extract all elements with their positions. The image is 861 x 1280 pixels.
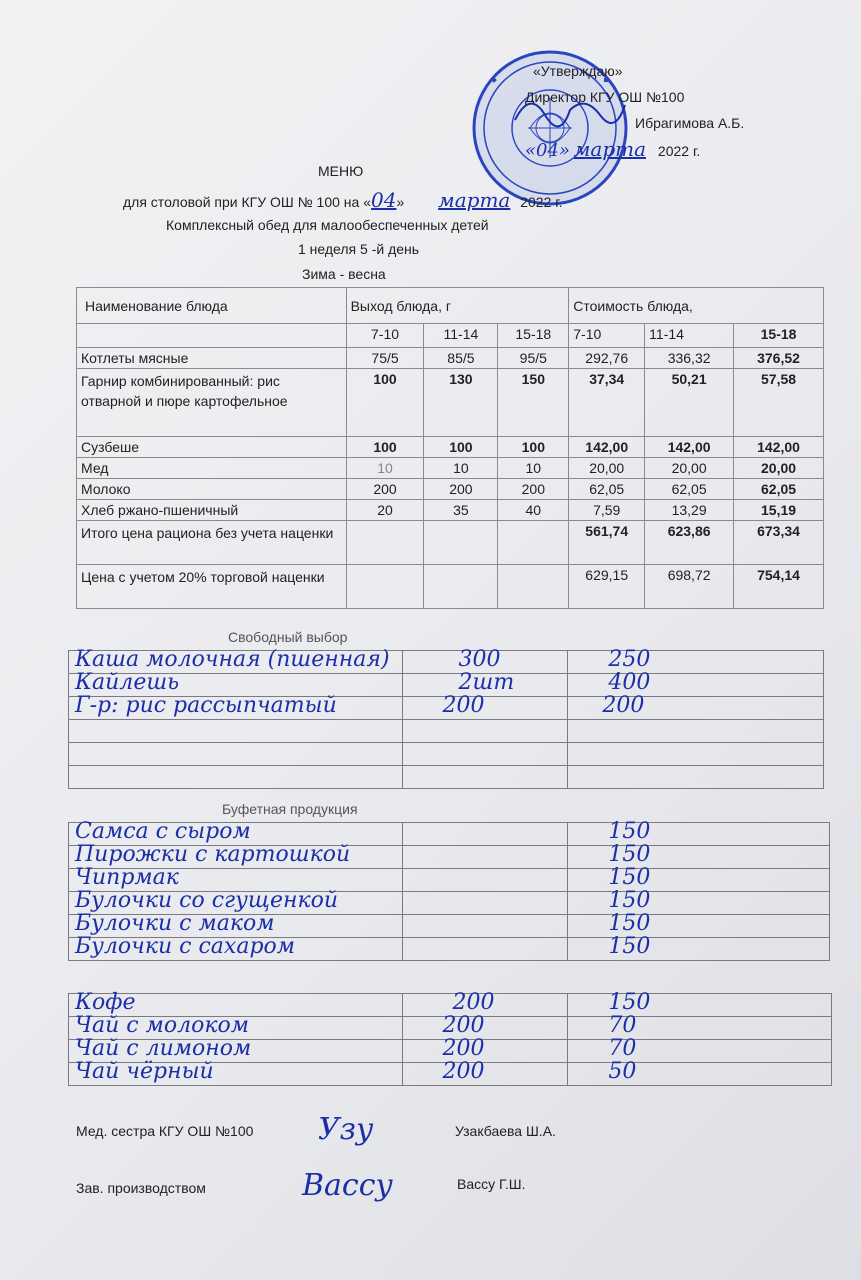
yield-cell: 100 bbox=[346, 437, 424, 458]
markup-cost: 754,14 bbox=[734, 565, 824, 609]
table-row bbox=[77, 348, 824, 369]
cost-cell: 336,32 bbox=[645, 348, 734, 369]
cost-cell: 37,34 bbox=[569, 369, 645, 437]
free-choice-title: Свободный выбор bbox=[228, 629, 348, 645]
yield-cell: 10 bbox=[424, 458, 498, 479]
cost-cell: 57,58 bbox=[734, 369, 824, 437]
col-header-name: Наименование блюда bbox=[77, 288, 347, 324]
buffet-item-name: Чипрмак bbox=[75, 865, 179, 890]
age-header: 15-18 bbox=[734, 324, 824, 348]
cost-cell: 20,00 bbox=[645, 458, 734, 479]
approval-position: Директор КГУ ОШ №100 bbox=[525, 89, 685, 105]
col-header-yield: Выход блюда, г bbox=[346, 288, 569, 324]
buffet-table-1 bbox=[68, 819, 830, 961]
drink-name: Чай чёрный bbox=[75, 1059, 214, 1084]
yield-cell: 150 bbox=[498, 369, 569, 437]
nurse-signature: Узу bbox=[318, 1112, 374, 1147]
buffet-item-name: Самса с сыром bbox=[75, 819, 251, 844]
yield-cell: 85/5 bbox=[424, 348, 498, 369]
menu-date-month: марта bbox=[438, 188, 511, 212]
chef-signature: Вассу bbox=[302, 1168, 393, 1203]
total-cost: 673,34 bbox=[734, 521, 824, 565]
menu-table bbox=[76, 287, 824, 609]
yield-cell: 75/5 bbox=[346, 348, 424, 369]
yield-cell: 35 bbox=[424, 500, 498, 521]
total-label: Итого цена рациона без учета наценки bbox=[77, 521, 347, 565]
cost-cell: 20,00 bbox=[569, 458, 645, 479]
cost-cell: 142,00 bbox=[645, 437, 734, 458]
dish-name: Гарнир комбинированный: рис отварной и пюре картофельное bbox=[77, 369, 347, 437]
buffet-item-name: Пирожки с картошкой bbox=[75, 842, 351, 867]
total-row bbox=[77, 521, 824, 565]
dish-name: Молоко bbox=[77, 479, 347, 500]
buffet-title: Буфетная продукция bbox=[222, 801, 358, 817]
director-signature bbox=[510, 85, 630, 135]
table-row bbox=[77, 500, 824, 521]
cost-cell: 292,76 bbox=[569, 348, 645, 369]
cost-cell: 62,05 bbox=[569, 479, 645, 500]
free-dish-yield: 300 bbox=[458, 647, 501, 672]
buffet-item-name: Булочки с сахаром bbox=[75, 934, 296, 959]
drink-price: 70 bbox=[608, 1036, 637, 1061]
free-dish-name: Кайлешь bbox=[75, 670, 180, 695]
free-dish-price: 250 bbox=[608, 647, 651, 672]
cost-cell: 7,59 bbox=[569, 500, 645, 521]
yield-cell: 100 bbox=[498, 437, 569, 458]
markup-row bbox=[77, 565, 824, 609]
age-header: 15-18 bbox=[498, 324, 569, 348]
yield-cell: 10 bbox=[346, 458, 424, 479]
menu-date-quote: » bbox=[396, 194, 405, 210]
cost-cell: 50,21 bbox=[645, 369, 734, 437]
buffet-item-price: 150 bbox=[608, 934, 651, 959]
col-header-cost: Стоимость блюда, bbox=[569, 288, 824, 324]
list-item bbox=[69, 697, 824, 720]
buffet-item-name: Булочки с маком bbox=[75, 911, 275, 936]
buffet-item-price: 150 bbox=[608, 819, 651, 844]
drink-name: Кофе bbox=[75, 990, 136, 1015]
menu-line3: 1 неделя 5 -й день bbox=[298, 241, 420, 257]
dish-name: Сузбеше bbox=[77, 437, 347, 458]
menu-subtitle-prefix: для столовой при КГУ ОШ № 100 на « bbox=[123, 194, 371, 210]
markup-cost: 698,72 bbox=[645, 565, 734, 609]
free-dish-price: 400 bbox=[608, 670, 651, 695]
yield-cell: 10 bbox=[498, 458, 569, 479]
yield-cell: 100 bbox=[346, 369, 424, 437]
menu-season: Зима - весна bbox=[302, 266, 386, 282]
free-dish-yield: 200 bbox=[442, 693, 485, 718]
cost-cell: 376,52 bbox=[734, 348, 824, 369]
yield-cell: 130 bbox=[424, 369, 498, 437]
free-choice-table bbox=[68, 647, 824, 789]
yield-cell: 200 bbox=[424, 479, 498, 500]
buffet-item-price: 150 bbox=[608, 888, 651, 913]
dish-name: Мед bbox=[77, 458, 347, 479]
approval-date-day: «04» bbox=[525, 140, 570, 161]
list-item bbox=[69, 846, 830, 869]
list-item bbox=[69, 651, 824, 674]
table-row bbox=[77, 479, 824, 500]
approval-director-name: Ибрагимова А.Б. bbox=[635, 115, 745, 131]
nurse-name: Узакбаева Ш.А. bbox=[455, 1123, 556, 1139]
markup-label: Цена с учетом 20% торговой наценки bbox=[77, 565, 347, 609]
nurse-label: Мед. сестра КГУ ОШ №100 bbox=[76, 1123, 254, 1139]
list-item bbox=[69, 938, 830, 961]
drink-yield: 200 bbox=[442, 1059, 485, 1084]
yield-cell: 95/5 bbox=[498, 348, 569, 369]
menu-date-year: 2022 г. bbox=[520, 194, 563, 210]
table-row bbox=[77, 369, 824, 437]
age-header: 7-10 bbox=[569, 324, 645, 348]
approval-date-month: марта bbox=[573, 137, 647, 161]
dish-name: Хлеб ржано-пшеничный bbox=[77, 500, 347, 521]
buffet-table-2 bbox=[68, 990, 832, 1086]
menu-subtitle bbox=[123, 188, 563, 212]
yield-cell: 40 bbox=[498, 500, 569, 521]
drink-yield: 200 bbox=[442, 1036, 485, 1061]
buffet-item-price: 150 bbox=[608, 911, 651, 936]
drink-yield: 200 bbox=[452, 990, 495, 1015]
cost-cell: 20,00 bbox=[734, 458, 824, 479]
drink-price: 70 bbox=[608, 1013, 637, 1038]
drink-name: Чай с лимоном bbox=[75, 1036, 252, 1061]
drink-yield: 200 bbox=[442, 1013, 485, 1038]
free-dish-yield: 2шт bbox=[458, 670, 515, 695]
yield-cell: 200 bbox=[498, 479, 569, 500]
table-row bbox=[77, 437, 824, 458]
list-item bbox=[69, 1063, 832, 1086]
menu-line2: Комплексный обед для малообеспеченных детей bbox=[166, 217, 489, 233]
cost-cell: 142,00 bbox=[734, 437, 824, 458]
age-header: 11-14 bbox=[645, 324, 734, 348]
buffet-item-name: Булочки со сгущенкой bbox=[75, 888, 339, 913]
total-cost: 623,86 bbox=[645, 521, 734, 565]
drink-name: Чай с молоком bbox=[75, 1013, 249, 1038]
age-header: 11-14 bbox=[424, 324, 498, 348]
chef-label: Зав. производством bbox=[76, 1180, 206, 1196]
age-header: 7-10 bbox=[346, 324, 424, 348]
approval-title: «Утверждаю» bbox=[533, 63, 623, 79]
buffet-item-price: 150 bbox=[608, 842, 651, 867]
yield-cell: 100 bbox=[424, 437, 498, 458]
yield-cell: 200 bbox=[346, 479, 424, 500]
approval-date-year: 2022 г. bbox=[657, 143, 701, 159]
chef-name: Вассу Г.Ш. bbox=[457, 1176, 526, 1192]
drink-price: 50 bbox=[608, 1059, 637, 1084]
cost-cell: 15,19 bbox=[734, 500, 824, 521]
age-header-blank bbox=[77, 324, 347, 348]
markup-cost: 629,15 bbox=[569, 565, 645, 609]
table-row bbox=[77, 458, 824, 479]
cost-cell: 13,29 bbox=[645, 500, 734, 521]
dish-name: Котлеты мясные bbox=[77, 348, 347, 369]
yield-cell: 20 bbox=[346, 500, 424, 521]
cost-cell: 62,05 bbox=[734, 479, 824, 500]
total-cost: 561,74 bbox=[569, 521, 645, 565]
cost-cell: 142,00 bbox=[569, 437, 645, 458]
approval-date bbox=[525, 136, 755, 164]
free-dish-price: 200 bbox=[602, 693, 645, 718]
menu-title: МЕНЮ bbox=[318, 163, 364, 179]
free-dish-name: Каша молочная (пшенная) bbox=[75, 647, 390, 672]
menu-date-day: 04 bbox=[371, 188, 397, 212]
drink-price: 150 bbox=[608, 990, 651, 1015]
cost-cell: 62,05 bbox=[645, 479, 734, 500]
free-dish-name: Г-р: рис рассыпчатый bbox=[75, 693, 337, 718]
buffet-item-price: 150 bbox=[608, 865, 651, 890]
